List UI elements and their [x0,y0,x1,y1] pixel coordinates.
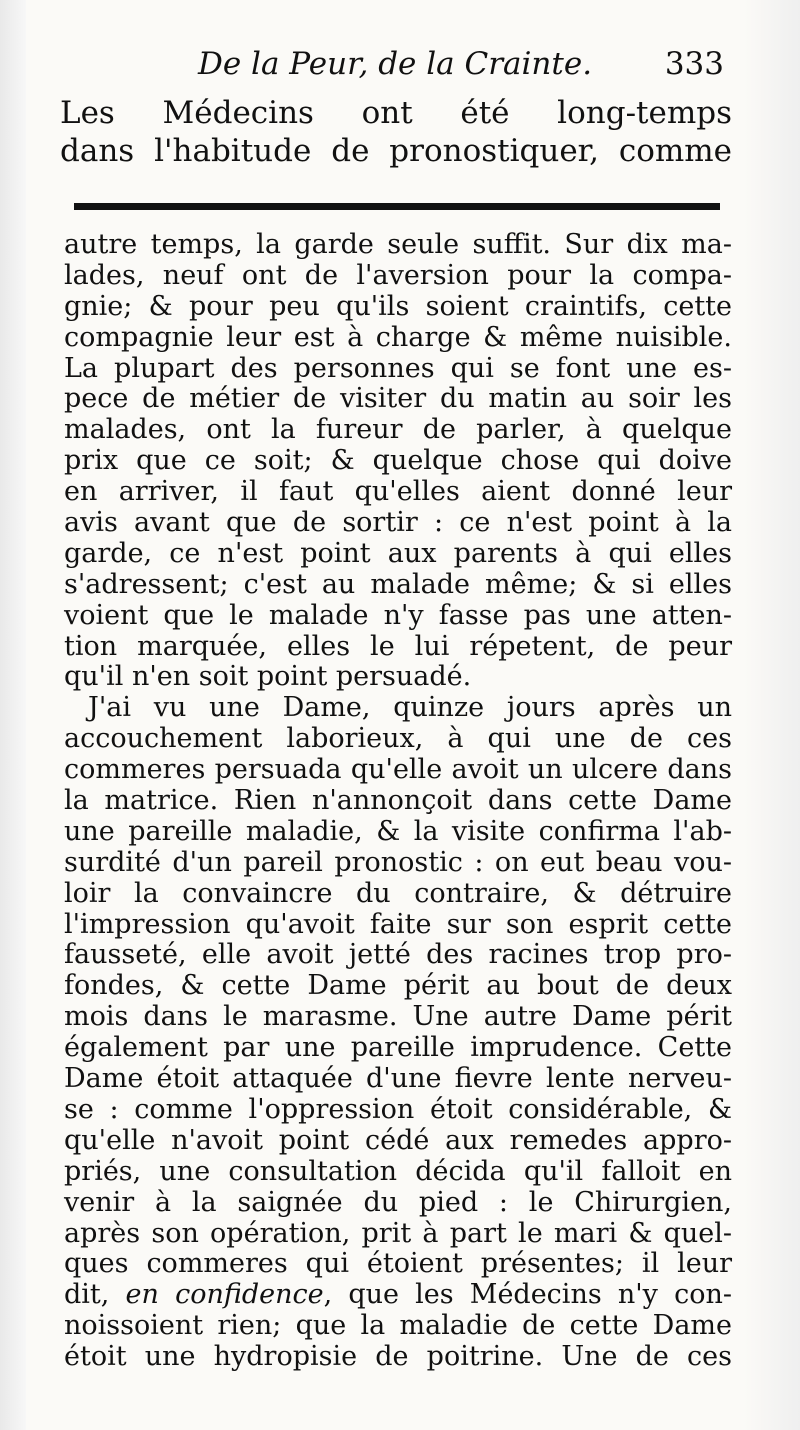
page-right-margin [744,0,800,1430]
running-head [70,46,730,94]
text-line: compagnie leur est à charge & même nuisible. [64,321,732,353]
text-line: la matrice. Rien n'annonçoit dans cette Dame [64,785,732,817]
text-line: J'ai vu une Dame, quinze jours après un [88,692,732,724]
text-line-with-emphasis [64,1280,732,1311]
text-line: mois dans le marasme. Une autre Dame périt [64,1001,732,1033]
text-line: dans l'habitude de pronostiquer, comme [60,133,732,169]
text-line: se : comme l'oppression étoit considérable, & [64,1093,732,1125]
text-line: priés, une consultation décida qu'il falloit en [64,1155,732,1187]
text-line: La plupart des personnes qui se font une es- [64,352,732,384]
text-line: accouchement laborieux, à qui une de ces [64,723,732,755]
text-line: commeres persuada qu'elle avoit un ulcere dans [64,754,732,786]
text-line: Les Médecins ont été long-temps [60,95,732,131]
text-line: également par une pareille imprudence. Cette [64,1032,732,1064]
text-line: prix que ce soit; & quelque chose qui doive [64,445,732,477]
text-line: loir la convaincre du contraire, & détruire [64,877,732,909]
text-line: fausseté, elle avoit jetté des racines trop pro- [64,939,732,971]
text-line: après son opération, prit à part le mari & quel- [64,1217,732,1249]
text-line: autre temps, la garde seule suffit. Sur dix ma- [64,229,732,260]
page-left-margin [0,0,26,1430]
text-line: ques commeres qui étoient présentes; il leur [64,1248,732,1280]
text-line: malades, ont la fureur de parler, à quelque [64,414,732,446]
text-line: venir à la saignée du pied : le Chirurgien, [64,1186,732,1218]
text-line: lades, neuf ont de l'aversion pour la compa- [64,259,732,291]
running-title: De la Peur, de la Crainte. [198,46,593,82]
text-line: garde, ce n'est point aux parents à qui elles [64,537,732,569]
text-line: surdité d'un pareil pronostic : on eut beau vou- [64,846,732,878]
text-line: s'adressent; c'est au malade même; & si elles [64,568,732,600]
text-line: fondes, & cette Dame périt au bout de deux [64,970,732,1002]
text-segment: dit, [64,1279,110,1311]
text-line: étoit une hydropisie de poitrine. Une de ces [64,1341,732,1373]
page-number: 333 [664,46,724,82]
emphasis-text: en confidence [125,1279,324,1311]
header-text [60,94,732,170]
horizontal-rule [74,203,720,210]
text-line: une pareille maladie, & la visite confirma l'ab- [64,815,732,847]
text-line: l'impression qu'avoit faite sur son esprit cette [64,908,732,940]
text-line: voient que le malade n'y fasse pas une atten- [64,599,732,631]
text-line: gnie; & pour peu qu'ils soient craintifs, cette [64,290,732,322]
text-line: tion marquée, elles le lui répetent, de peur [64,630,732,662]
text-line: Dame étoit attaquée d'une fievre lente nerveu- [64,1063,732,1095]
text-line: avis avant que de sortir : ce n'est point à la [64,507,732,539]
text-line: en arriver, il faut qu'elles aient donné leur [64,476,732,508]
text-line: noissoient rien; que la maladie de cette Dame [64,1310,732,1342]
text-line: pece de métier de visiter du matin au soir les [64,383,732,415]
text-segment: , que les Médecins n'y con- [323,1279,732,1311]
text-line: qu'elle n'avoit point cédé aux remedes appro- [64,1124,732,1156]
text-line: qu'il n'en soit point persuadé. [64,661,472,693]
body-text [64,230,732,1373]
